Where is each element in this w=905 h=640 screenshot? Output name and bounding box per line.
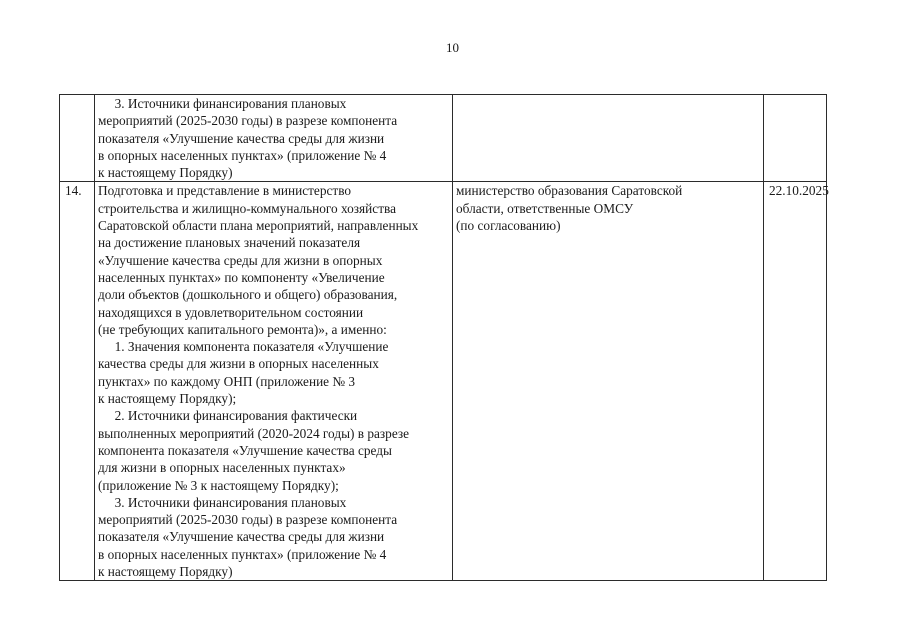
activity-line: доли объектов (дошкольного и общего) образования, [98, 287, 398, 303]
activity-cell [95, 182, 453, 581]
activity-line: пунктах» по каждому ОНП (приложение № 3 [98, 373, 356, 389]
responsible-line: области, ответственные ОМСУ [456, 200, 634, 216]
activity-line: 1. Значения компонента показателя «Улучшение [98, 339, 389, 355]
activity-line: 3. Источники финансирования плановых [98, 494, 347, 510]
activity-line: для жизни в опорных населенных пунктах» [98, 460, 346, 476]
activity-line: 2. Источники финансирования фактически [98, 408, 358, 424]
activity-line: качества среды для жизни в опорных населенных [98, 356, 379, 372]
responsible-line: министерство образования Саратовской [456, 183, 683, 199]
activity-line: мероприятий (2025-2030 годы) в разрезе компонента [98, 113, 398, 129]
table-row [60, 182, 827, 581]
activity-line: компонента показателя «Улучшение качества среды [98, 442, 392, 458]
activity-line: мероприятий (2025-2030 годы) в разрезе компонента [98, 512, 398, 528]
row-number-cell: 14. [60, 182, 95, 581]
activity-line: выполненных мероприятий (2020-2024 годы) в разрезе [98, 425, 410, 441]
activity-line: на достижение плановых значений показателя [98, 235, 361, 251]
activity-line: к настоящему Порядку); [98, 391, 237, 407]
activity-line: к настоящему Порядку) [98, 564, 233, 580]
activity-line: к настоящему Порядку) [98, 165, 233, 181]
date-cell [764, 95, 827, 182]
activity-line: (не требующих капитального ремонта)», а именно: [98, 321, 387, 337]
activity-line: показателя «Улучшение качества среды для жизни [98, 130, 385, 146]
activity-line: 3. Источники финансирования плановых [98, 96, 347, 111]
activity-line: Подготовка и представление в министерство [98, 183, 352, 199]
activity-line: в опорных населенных пунктах» (приложение № 4 [98, 546, 387, 562]
activity-line: находящихся в удовлетворительном состоянии [98, 304, 364, 320]
responsible-cell [453, 182, 764, 581]
activity-line: показателя «Улучшение качества среды для жизни [98, 529, 385, 545]
activity-line: населенных пунктах» по компоненту «Увеличение [98, 269, 385, 285]
responsible-line: (по согласованию) [456, 218, 561, 234]
date-cell: 22.10.2025 [764, 182, 827, 581]
plan-table [59, 94, 827, 581]
page-number: 10 [446, 40, 459, 55]
activity-line: (приложение № 3 к настоящему Порядку); [98, 477, 339, 493]
activity-cell [95, 95, 453, 182]
activity-line: в опорных населенных пунктах» (приложение № 4 [98, 147, 387, 163]
activity-line: строительства и жилищно-коммунального хозяйства [98, 200, 397, 216]
responsible-cell [453, 95, 764, 182]
table-row [60, 95, 827, 182]
activity-line: «Улучшение качества среды для жизни в опорных [98, 252, 383, 268]
row-number-cell [60, 95, 95, 182]
activity-line: Саратовской области плана мероприятий, направленных [98, 218, 419, 234]
